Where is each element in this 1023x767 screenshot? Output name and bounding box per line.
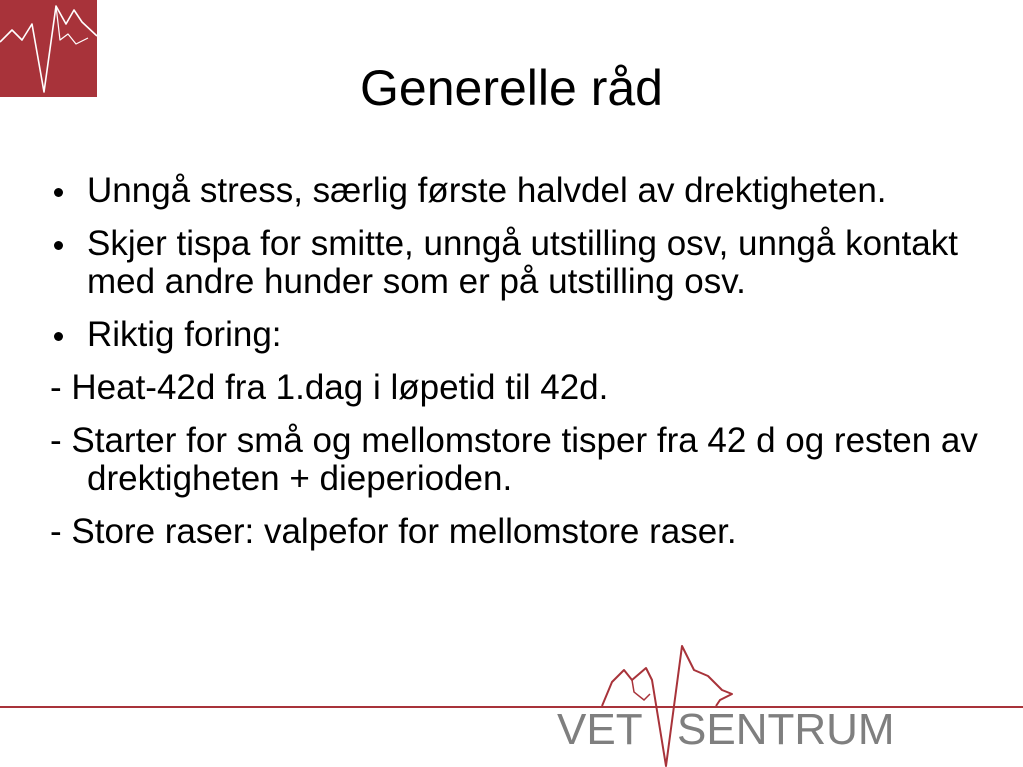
logo-sentrum-text: SENTRUM — [677, 705, 895, 754]
slide-title: Generelle råd — [360, 60, 663, 116]
slide-body — [50, 172, 990, 566]
bullet-item — [50, 225, 990, 301]
bullet-text: Skjer tispa for smitte, unngå utstilling osv, unngå kontakt med andre hunder som er på utstilling osv. — [87, 224, 958, 301]
dash-item: - Heat-42d fra 1.dag i løpetid til 42d. — [50, 368, 609, 407]
bullet-dot-icon — [54, 332, 63, 341]
dash-item: - Store raser: valpefor for mellomstore raser. — [50, 512, 737, 551]
bullet-item — [50, 172, 990, 210]
bullet-dot-icon — [54, 241, 63, 250]
logo-vet-text: VET — [557, 705, 643, 754]
bullet-text: Unngå stress, særlig første halvdel av drektigheten. — [87, 171, 887, 210]
bullet-item — [50, 316, 990, 354]
bullet-text: Riktig foring: — [87, 315, 282, 354]
dash-item: - Starter for små og mellomstore tisper fra 42 d og resten av drektigheten + dieperioden. — [50, 421, 978, 498]
bullet-dot-icon — [54, 188, 63, 197]
